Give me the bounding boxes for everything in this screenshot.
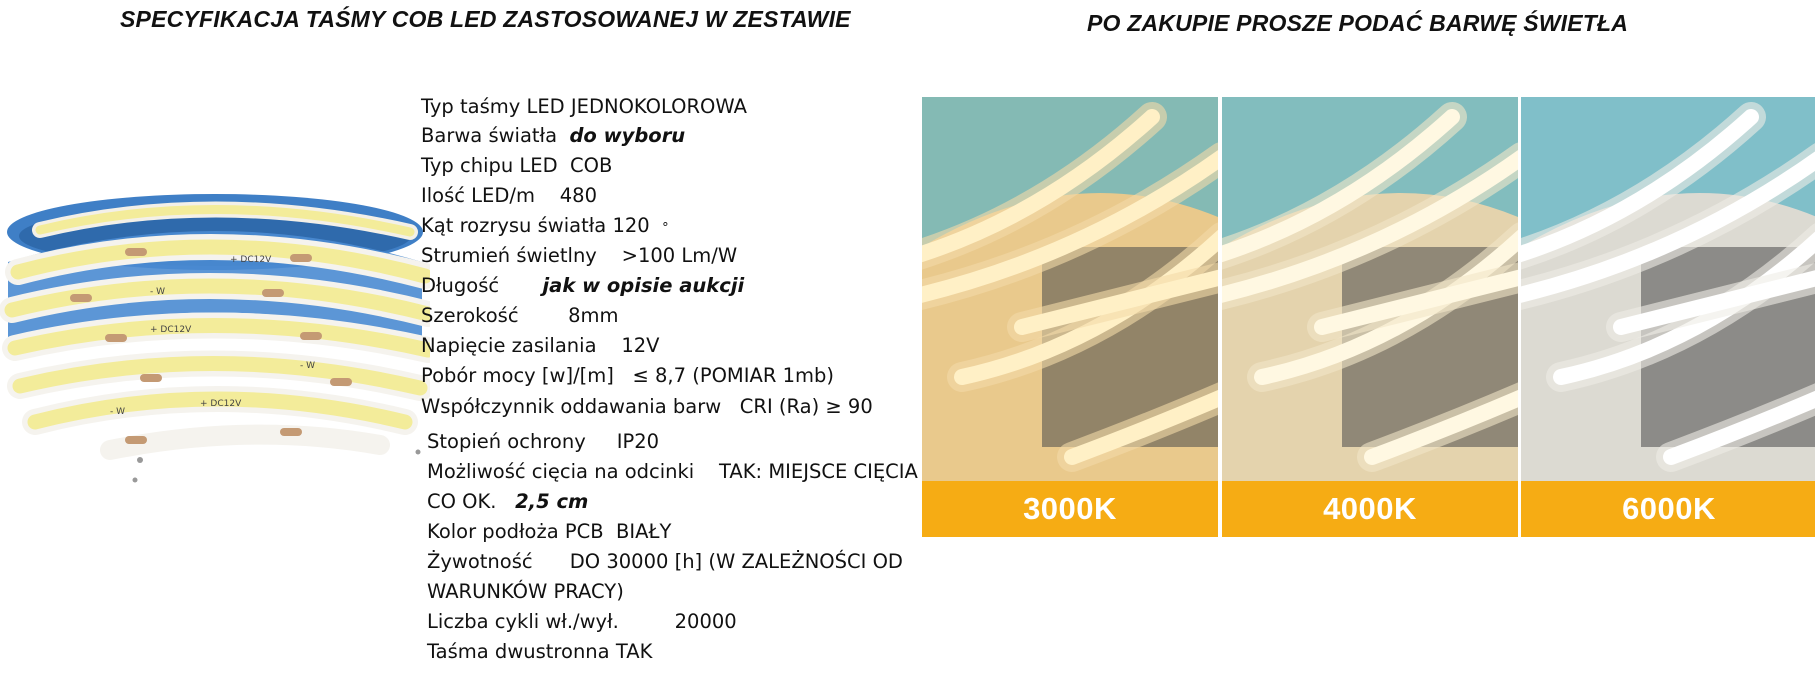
color-heading: PO ZAKUPIE PROSZE PODAĆ BARWĘ ŚWIETŁA xyxy=(1087,10,1629,36)
strip-marking: - W xyxy=(110,407,126,417)
spec-lifetime-cont: WARUNKÓW PRACY) xyxy=(427,580,624,603)
spec-double-sided: Taśma dwustronna TAK xyxy=(427,640,653,663)
led-reel-image xyxy=(0,190,430,490)
strip-marking: - W xyxy=(300,361,316,371)
spec-beam-angle: Kąt rozrysu światła 120 ° xyxy=(421,214,669,237)
spec-chip-type: Typ chipu LED COB xyxy=(421,154,613,177)
spec-luminous-flux: Strumień świetlny >100 Lm/W xyxy=(421,244,738,267)
strip-marking: + DC12V xyxy=(150,325,192,335)
spec-cutting-cont: CO OK. 2,5 cm xyxy=(427,490,589,513)
strip-marking: + DC12V xyxy=(230,255,272,265)
spec-cri: Współczynnik oddawania barw CRI (Ra) ≥ 90 xyxy=(421,395,873,418)
strip-marking: + DC12V xyxy=(200,399,242,409)
spec-pcb-color: Kolor podłoża PCB BIAŁY xyxy=(427,520,672,543)
spec-light-color: Barwa światła do wyboru xyxy=(421,124,686,147)
spec-voltage: Napięcie zasilania 12V xyxy=(421,334,660,357)
spec-cycles: Liczba cykli wł./wył. 20000 xyxy=(427,610,737,633)
spec-ip-rating: Stopień ochrony IP20 xyxy=(427,430,660,453)
spec-power: Pobór mocy [w]/[m] ≤ 8,7 (POMIAR 1mb) xyxy=(421,364,834,387)
spec-length: Długość jak w opisie aukcji xyxy=(421,274,745,297)
panel-3000k xyxy=(922,97,1218,537)
panel-4000k xyxy=(1222,97,1518,537)
spec-width: Szerokość 8mm xyxy=(421,304,619,327)
spec-led-type: Typ taśmy LED JEDNOKOLOROWA xyxy=(421,95,747,118)
spec-lifetime: Żywotność DO 30000 [h] (W ZALEŻNOŚCI OD xyxy=(427,550,903,573)
panel-label-4000k: 4000K xyxy=(1222,481,1518,537)
panel-label-3000k: 3000K xyxy=(922,481,1218,537)
panel-label-6000k: 6000K xyxy=(1521,481,1815,537)
spec-heading: SPECYFIKACJA TAŚMY COB LED ZASTOSOWANEJ W ZESTAWIE xyxy=(120,6,851,32)
spec-cutting: Możliwość cięcia na odcinki TAK: MIEJSCE CIĘCIA xyxy=(427,460,918,483)
strip-marking: - W xyxy=(150,287,166,297)
spec-led-count: Ilość LED/m 480 xyxy=(421,184,597,207)
panel-6000k xyxy=(1521,97,1815,537)
